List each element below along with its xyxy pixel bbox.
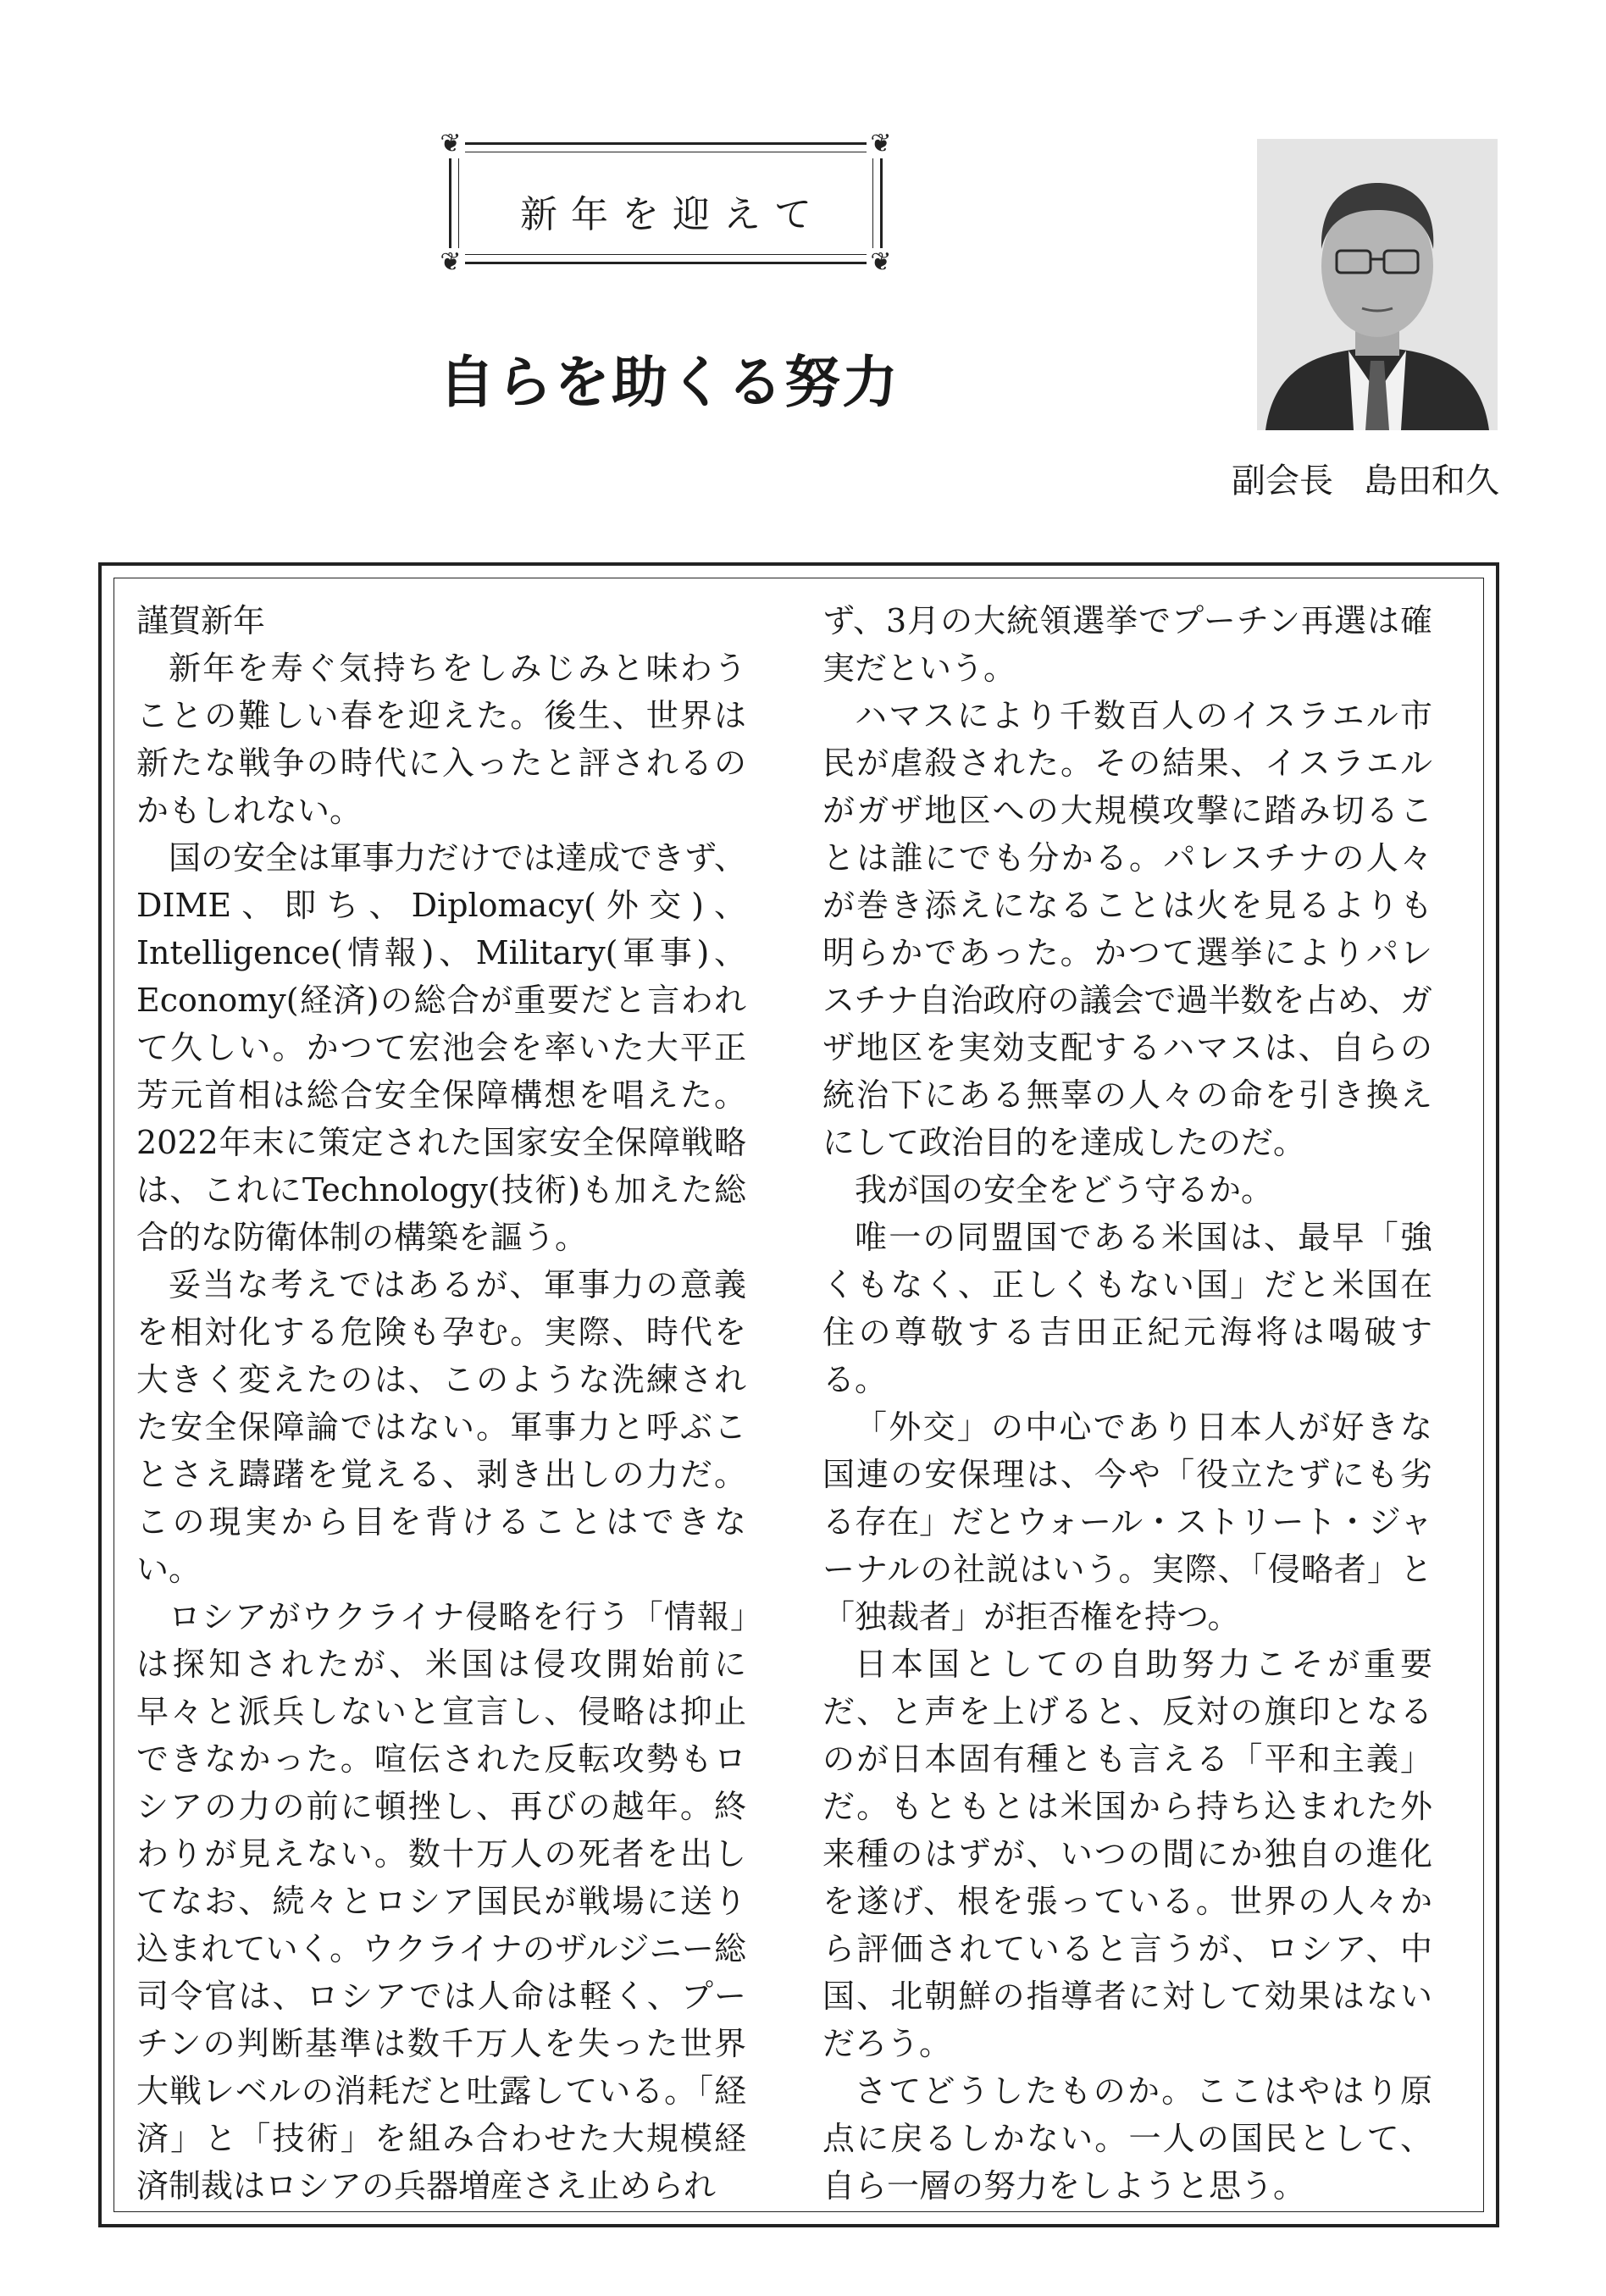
- paragraph: ハマスにより千数百人のイスラエル市民が虐殺された。その結果、イスラエルがガザ地区への大規模攻撃に踏み切ることは誰にでも分かる。パレスチナの人々が巻き添えになることは火を見るよりも明らかであった。かつて選挙によりパレスチナ自治政府の議会で過半数を占め、ガザ地区を実効支配するハマスは、自らの統治下にある無辜の人々の命を引き換えにして政治目的を達成したのだ。: [822, 697, 1432, 1161]
- article-inner-border: [114, 578, 1484, 2212]
- ornament-icon: ❦: [867, 130, 895, 158]
- article-title: 自らを助くる努力: [439, 350, 900, 415]
- portrait-image: [1257, 139, 1498, 430]
- article-box: [98, 562, 1499, 2227]
- author-name: 島田和久: [1364, 462, 1499, 501]
- author-role: 副会長: [1232, 462, 1333, 501]
- paragraph: 我が国の安全をどう守るか。: [855, 1171, 1274, 1209]
- ornament-icon: ❦: [867, 248, 895, 277]
- paragraph: 妥当な考えではあるが、軍事力の意義を相対化する危険も孕む。実際、時代を大きく変えたのは、このような洗練された安全保障論ではない。軍事力と呼ぶことさえ躊躇を覚える、剥き出しの力だ。この現実から目を背けることはできない。: [136, 1266, 746, 1588]
- paragraph: 日本国としての自助努力こそが重要だ、と声を上げると、反対の旗印となるのが日本固有種とも言える「平和主義」だ。もともとは米国から持ち込まれた外来種のはずが、いつの間にか独自の進化を遂げ、根を張っている。世界の人々から評価されていると言うが、ロシア、中国、北朝鮮の指導者に対して効果はないだろう。: [822, 1646, 1432, 2062]
- paragraph: 国の安全は軍事力だけでは達成できず、DIME、即ち、Diplomacy(外交)、Intelligence(情報)、Military(軍事)、Economy(経済)の総合が重要だと言われて久しい。かつて宏池会を率いた大平正芳元首相は総合安全保障構想を唱えた。2022年末に策定された国家安全保障戦略は、これにTechnology(技術)も加えた総合的な防衛体制の構築を謳う。: [136, 839, 746, 1256]
- paragraph: 謹賀新年: [136, 602, 266, 639]
- paragraph: 唯一の同盟国である米国は、最早「強くもなく、正しくもない国」だと米国在住の尊敬する吉田正紀元海将は喝破する。: [822, 1219, 1432, 1398]
- article-column-right: [822, 597, 1432, 2210]
- section-label: 新年を迎えて: [520, 193, 825, 236]
- paragraph: ず、3月の大統領選挙でプーチン再選は確実だという。: [822, 602, 1432, 687]
- paragraph: 「外交」の中心であり日本人が好きな国連の安保理は、今や「役立たずにも劣る存在」だとウォール・ストリート・ジャーナルの社説はいう。実際、「侵略者」と「独裁者」が拒否権を持つ。: [822, 1408, 1432, 1635]
- paragraph: ロシアがウクライナ侵略を行う「情報」は探知されたが、米国は侵攻開始前に早々と派兵しないと宣言し、侵略は抑止できなかった。喧伝された反転攻勢もロシアの力の前に頓挫し、再びの越年。終わりが見えない。数十万人の死者を出してなお、続々とロシア国民が戦場に送り込まれていく。ウクライナのザルジニー総司令官は、ロシアでは人命は軽く、プーチンの判断基準は数千万人を失った世界大戦レベルの消耗だと吐露している。「経済」と「技術」を組み合わせた大規模経済制裁はロシアの兵器増産さえ止められ: [136, 1598, 746, 2205]
- ornament-icon: ❦: [436, 248, 465, 277]
- paragraph: さてどうしたものか。ここはやはり原点に戻るしかない。一人の国民として、自ら一層の努力をしようと思う。: [822, 2072, 1432, 2205]
- section-header-frame: [440, 129, 892, 277]
- paragraph: 新年を寿ぐ気持ちをしみじみと味わうことの難しい春を迎えた。後生、世界は新たな戦争の時代に入ったと評されるのかもしれない。: [136, 650, 746, 829]
- author-byline: [1169, 454, 1499, 502]
- author-portrait: [1257, 139, 1498, 430]
- ornament-icon: ❦: [436, 130, 465, 158]
- article-column-left: [136, 597, 746, 2210]
